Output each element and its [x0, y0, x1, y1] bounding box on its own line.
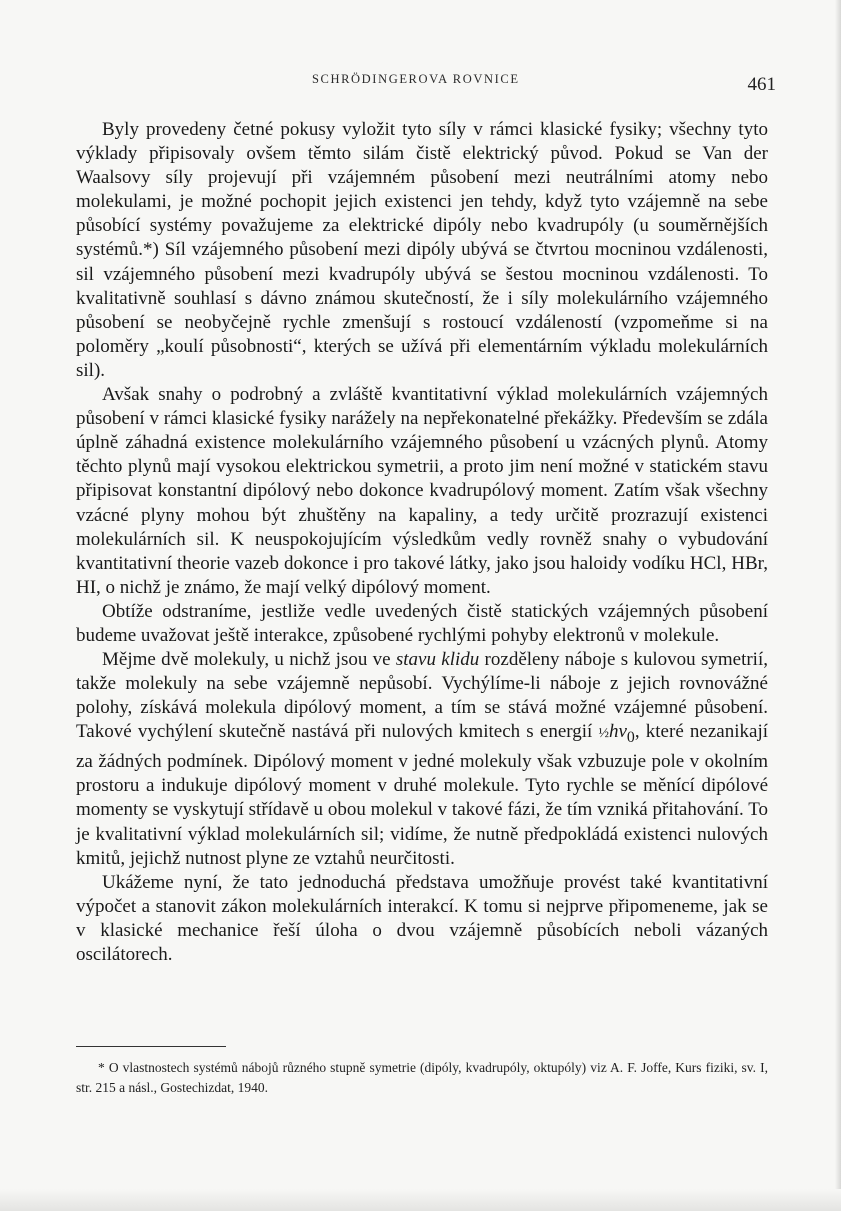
footnote: * O vlastnostech systémů nábojů různého stupně symetrie (dipóly, kvadrupóly, oktupóly) viz A. F. Joffe, Kurs fiziki, sv. I, str. 215 a násl., Gostechizdat, 1940. [76, 1060, 768, 1095]
paragraph-3: Obtíže odstraníme, jestliže vedle uvedených čistě statických vzájemných působení budeme uvažovat ještě interakce, způsobené rychlými pohyby elektronů v molekule. [76, 600, 768, 646]
body-text [76, 118, 768, 967]
scan-bottom-band [0, 1189, 841, 1211]
page-edge-shadow [835, 0, 841, 1211]
formula-h-nu: hν [608, 721, 627, 743]
running-title: SCHRÖDINGEROVA ROVNICE [312, 72, 520, 86]
paragraph-4: Mějme dvě molekuly, u nichž jsou ve stavu klidu rozděleny náboje s kulovou symetrií, takže molekuly na sebe vzájemně nepůsobí. Vychýlíme-li náboje z jejich rovnovážné polohy, získává molekula dipólový moment, a tím se stává možné vzájemné působení. Takové vychýlení skutečně nastává při nulových kmitech s energií $\frac{1}{2}h\nu_0$, které nezanikají za žádných podmínek. Dipólový moment v jedné molekuly však vzbuzuje pole v okolním prostoru a indukuje dipólový moment v druhé molekule. Tyto rychle se měnící dipólové momenty se vyskytují střídavě u obou molekul v takové fázi, že tím vzniká přitahování. To je kvalitativní výklad molekulárních sil; vidíme, že nutně předpokládá existenci nulových kmitů, jejichž nutnost plyne ze vztahů neurčitosti. [76, 649, 768, 869]
page-header [76, 72, 776, 102]
paragraph-1: Byly provedeny četné pokusy vyložit tyto síly v rámci klasické fysiky; všechny tyto výklady připisovaly ovšem těmto silám čistě elektrický původ. Pokud se Van der Waalsovy síly projevují při vzájemném působení mezi neutrálními atomy nebo molekulami, je možné pochopit jejich existenci jen tehdy, když tyto vzájemně na sebe působící systémy považujeme za elektrické dipóly nebo kvadrupóly (u souměrnějších systémů.*) Síl vzájemného působení mezi dipóly ubývá se čtvrtou mocninou vzdálenosti, sil vzájemného působení mezi kvadrupóly ubývá se šestou mocninou vzdálenosti. To kvalitativně souhlasí s dávno známou skutečností, že i síly molekulárního vzájemného působení se neobyčejně rychle zmenšují s rostoucí vzdáleností (vzpomeňme si na poloměry „koulí působnosti“, kterých se užívá při elementárním výkladu molekulárních sil). [76, 119, 768, 381]
paragraph-5: Ukážeme nyní, že tato jednoduchá představa umožňuje provést také kvantitativní výpočet a stanovit zákon molekulárních interakcí. K tomu si nejprve připomeneme, jak se v klasické mechanice řeší úloha o dvou vzájemně působících neboli vázaných oscilátorech. [76, 871, 768, 965]
footnote-divider [76, 1046, 226, 1047]
emphasis-stavu-klidu: stavu klidu [395, 649, 480, 671]
page-number: 461 [747, 74, 776, 95]
footnote-marker: *) [143, 239, 159, 261]
formula-subscript: 0 [626, 729, 635, 747]
paragraph-2: Avšak snahy o podrobný a zvláště kvantitativní výklad molekulárních vzájemných působení v rámci klasické fysiky narážely na nepřekonatelné překážky. Především se zdála úplně záhadná existence molekulárního vzájemného působení u vzácných plynů. Atomy těchto plynů mají vysokou elektrickou symetrii, a proto jim není možné v statickém stavu připisovat konstantní dipólový nebo dokonce kvadrupólový moment. Zatím však všechny vzácné plyny mohou být zhuštěny na kapaliny, a tedy určitě prozrazují existenci molekulárních sil. K neuspokojujícím výsledkům vedly rovněž snahy o vybudování kvantitativní theorie vazeb dokonce i pro takové látky, jako jsou haloidy vodíku HCl, HBr, HI, o nichž je známo, že mají velký dipólový moment. [76, 384, 768, 598]
fraction-half: ½ [598, 726, 609, 742]
